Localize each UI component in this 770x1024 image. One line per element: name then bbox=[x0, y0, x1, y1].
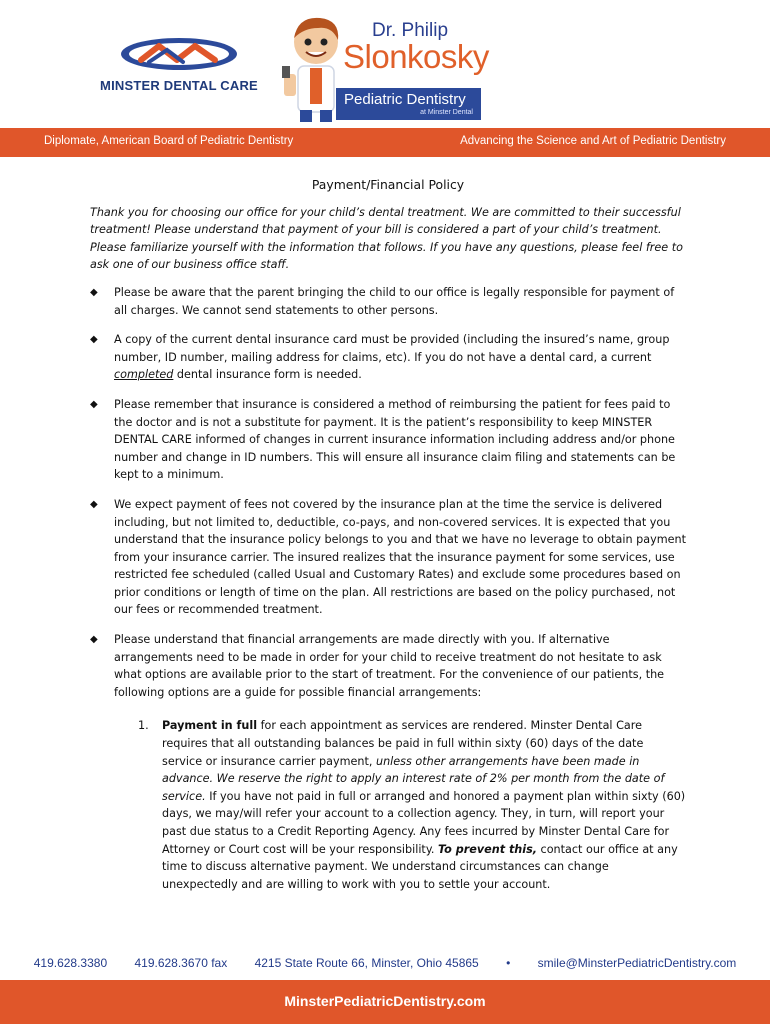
org-name: MINSTER DENTAL CARE bbox=[100, 78, 258, 93]
diamond-bullet-icon: ◆ bbox=[90, 498, 98, 510]
text-segment: If you have not paid in full or arranged and honored a payment plan within sixty (60) days, we may/will refer your account to a collection agency. They, in turn, will report your past due status to a Credit Reporting Agency. Any fees incurred by Minster Dental Care for Attorney or Court cost will be your responsibility. bbox=[162, 789, 686, 856]
policy-item-text: Please be aware that the parent bringing the child to our office is legally responsible for payment of all charges. We cannot send statements to other persons. bbox=[114, 285, 675, 317]
policy-document bbox=[90, 176, 686, 905]
doctor-last-name: Slonkosky bbox=[343, 38, 489, 75]
policy-item bbox=[90, 284, 686, 319]
text-segment: dental insurance form is needed. bbox=[173, 368, 362, 382]
bold-italic-segment: To prevent this, bbox=[437, 842, 537, 856]
option-text bbox=[162, 719, 685, 890]
phone-number: 419.628.3380 bbox=[33, 956, 108, 970]
specialty-box bbox=[336, 88, 481, 120]
diamond-bullet-icon: ◆ bbox=[90, 334, 98, 346]
italic-segment: unless other arrangements have been made in advance. We reserve the right to apply an interest rate of 2% per month from the date of service. bbox=[162, 754, 665, 803]
policy-item-text: Please understand that financial arrangements are made directly with you. If alternative arrangements need to be made in order for your child to receive treatment do not hesitate to ask what options are available prior to the start of treatment. For the convenience of our patients, the following options are a guide for possible financial arrangements: bbox=[114, 633, 665, 699]
emphasis-completed: completed bbox=[114, 368, 174, 382]
policy-item-text bbox=[114, 333, 669, 381]
intro-paragraph: Thank you for choosing our office for your child’s dental treatment. We are committed to their successful treatment! Please understand that payment of your bill is considered a part of your child’s treatment. Please familiarize yourself with the information that follows. If you have any questions, please feel free to ask one of our business office staff. bbox=[90, 205, 683, 272]
separator-dot: • bbox=[506, 956, 511, 970]
diamond-bullet-icon: ◆ bbox=[90, 286, 98, 298]
option-number: 1. bbox=[138, 719, 149, 733]
diamond-bullet-icon: ◆ bbox=[90, 398, 98, 410]
mdc-emblem-icon bbox=[119, 36, 239, 72]
policy-item bbox=[90, 496, 686, 619]
policy-item bbox=[90, 396, 686, 484]
policy-item bbox=[90, 331, 686, 384]
fax-number: 419.628.3670 fax bbox=[134, 956, 228, 970]
tagline-band bbox=[0, 128, 770, 157]
doctor-first-name: Dr. Philip bbox=[372, 20, 449, 41]
website-url: MinsterPediatricDentistry.com bbox=[284, 993, 486, 1009]
minster-dental-care-logo bbox=[84, 36, 274, 93]
tagline-left: Diplomate, American Board of Pediatric Dentistry bbox=[44, 135, 294, 147]
option-heading: Payment in full bbox=[162, 719, 258, 733]
footer bbox=[0, 944, 770, 1024]
text-segment: for each appointment as services are rendered. Minster Dental Care requires that all outstanding balances be paid in full within sixty (60) days of the date service or insurance carrier payment, bbox=[162, 719, 644, 768]
letterhead bbox=[0, 0, 770, 128]
text-segment: A copy of the current dental insurance card must be provided (including the insured’s name, group number, ID number, mailing address for claims, etc). If you do not have a dental card, a current bbox=[114, 333, 670, 364]
policy-item-text: We expect payment of fees not covered by the insurance plan at the time the service is delivered including, but not limited to, deductible, co-pays, and non-covered services. It is expected that you understand that the insurance policy belongs to you and that we have no leverage to obtain payment from your insurance carrier. The insured realizes that the insurance payment for some services, use restricted fee scheduled (called Usual and Customary Rates) and exclude some procedures based on prior conditions or length of time on the plan. All restrictions are based on the policy purchased, not our fees or recommended treatment. bbox=[114, 497, 686, 617]
policy-item-text: Please remember that insurance is considered a method of reimbursing the patient for fees paid to the doctor and is not a substitute for payment. It is the patient’s responsibility to keep MINSTER DENTAL CARE informed of changes in current insurance information including address and/or phone number and change in ID numbers. This will ensure all insurance claim filing and statements can be kept to a minimum. bbox=[114, 397, 676, 482]
email: smile@MinsterPediatricDentistry.com bbox=[537, 956, 737, 970]
text-segment: contact our office at any time to discuss alternative payment. We understand circumstances can change unexpectedly and are willing to work with you to settle your account. bbox=[162, 842, 678, 891]
website-band bbox=[0, 980, 770, 1024]
diamond-bullet-icon: ◆ bbox=[90, 634, 98, 646]
specialty-subtitle: at Minster Dental bbox=[420, 109, 473, 116]
specialty-title: Pediatric Dentistry bbox=[344, 91, 466, 108]
contact-line bbox=[0, 956, 770, 970]
numbered-option bbox=[114, 717, 686, 893]
address: 4215 State Route 66, Minster, Ohio 45865 bbox=[254, 956, 479, 970]
policy-item bbox=[90, 631, 686, 893]
tagline-right: Advancing the Science and Art of Pediatric Dentistry bbox=[460, 135, 726, 147]
document-title: Payment/Financial Policy bbox=[311, 177, 465, 192]
